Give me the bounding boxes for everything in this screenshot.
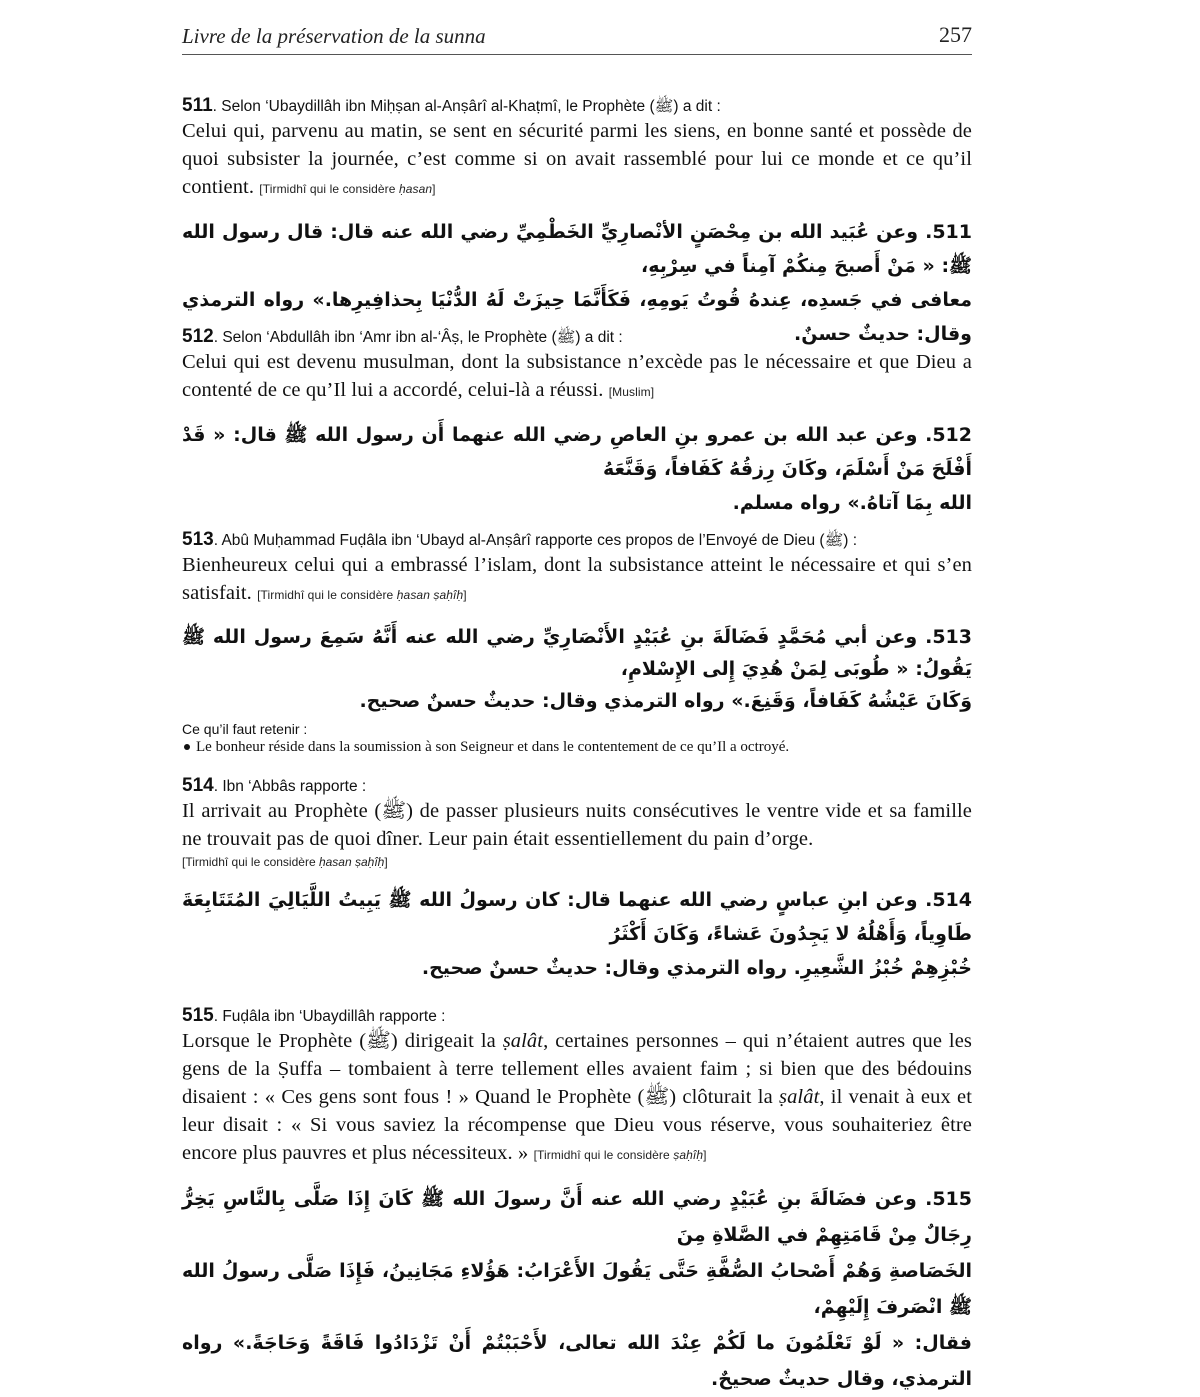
arabic-text	[182, 621, 972, 717]
source-reference	[609, 385, 654, 399]
arabic-line: الله بِمَا آتاهُ.» رواه مسلم.	[732, 492, 972, 514]
retain-item-text: Le bonheur réside dans la soumission à son Seigneur et dans le contentement de ce qu’Il a octroyé.	[196, 739, 790, 755]
source-grade: ḥasan ṣaḥîḥ	[396, 588, 464, 602]
page-number: 257	[939, 22, 972, 47]
hadith-intro	[182, 530, 972, 551]
narrator-line: . Selon ‘Ubaydillâh ibn Miḥṣan al-Anṣârî al-Khaṭmî, le Prophète (ﷺ) a dit :	[212, 98, 721, 115]
arabic-line: 511. وعن عُبَيد الله بن مِحْصَنٍ الأنْصارِيِّ الخَطْمِيِّ رضي الله عنه قال: قال رسول الله ﷺ: « مَنْ أَصبحَ مِنكُمْ آمِناً في سِرْبِهِ،	[182, 221, 972, 277]
arabic-line: وَكَانَ عَيْشُهُ كَفَافاً، وَقَنِعَ.» رواه الترمذي وقال: حديثٌ حسنٌ صحيح.	[359, 690, 972, 712]
translation-text: Celui qui est devenu musulman, dont la subsistance n’excède pas le nécessaire et que Dieu a contenté de ce qu’Il lui a accordé, celui-là a réussi.	[182, 351, 972, 401]
arabic-line: خُبْزِهِمْ خُبْزُ الشَّعِيرِ. رواه الترمذي وقال: حديثٌ حسنٌ صحيح.	[421, 957, 972, 979]
source-text: [Tirmidhî qui le considère	[533, 1148, 674, 1162]
source-text: [Muslim	[608, 385, 651, 399]
source-close: ]	[703, 1148, 707, 1162]
source-reference	[259, 182, 435, 196]
running-header	[182, 22, 972, 55]
narrator-line: . Abû Muḥammad Fuḍâla ibn ‘Ubayd al-Anṣârî rapporte ces propos de l’Envoyé de Dieu (ﷺ) :	[213, 532, 858, 549]
italic-term: ṣalât	[779, 1086, 820, 1108]
translation-text: Lorsque le Prophète (ﷺ) dirigeait la	[182, 1030, 503, 1052]
arabic-line: 512. وعن عبد الله بن عمرو بنِ العاصِ رضي الله عنهما أَن رسول الله ﷺ قال: « قَدْ أَفْلَحَ مَنْ أَسْلَمَ، وكَانَ رِزقُهُ كَفَافاً، وَقَنَّعَهُ	[182, 424, 972, 480]
french-translation	[182, 117, 972, 203]
arabic-line: 515. وعن فضَالَةَ بنِ عُبَيْدٍ رضي الله عنه أَنَّ رسولَ الله ﷺ كَانَ إِذَا صَلَّى بِالنَّاسِ يَخِرُّ رِجَالٌ مِنْ قَامَتِهِمْ في الصَّلاةِ مِنَ	[182, 1188, 972, 1246]
hadith-intro	[182, 96, 972, 117]
french-translation	[182, 348, 972, 406]
retain-heading: Ce qu’il faut retenir :	[182, 721, 308, 737]
french-translation	[182, 551, 972, 609]
narrator-line: . Ibn ‘Abbâs rapporte :	[213, 778, 367, 795]
source-close: ]	[650, 385, 655, 399]
hadith-intro	[182, 1006, 972, 1027]
source-grade: ḥasan	[398, 182, 433, 196]
hadith-number: 511	[182, 95, 213, 116]
hadith-number: 514	[182, 775, 214, 796]
hadith-512	[182, 327, 972, 520]
french-translation	[182, 797, 972, 853]
source-text: [Tirmidhî qui le considère	[259, 182, 399, 196]
source-text: [Tirmidhî qui le considère	[182, 855, 319, 869]
source-grade: ḥasan ṣaḥîḥ	[318, 855, 385, 869]
translation-text: Bienheureux celui qui a embrassé l’islam, dont la subsistance atteint le nécessaire et qui s’en satisfait.	[182, 554, 972, 604]
narrator-line: . Fuḍâla ibn ‘Ubaydillâh rapporte :	[213, 1008, 446, 1025]
source-grade: ṣaḥîḥ	[673, 1148, 704, 1162]
arabic-text	[182, 1181, 972, 1397]
hadith-number: 515	[182, 1005, 214, 1026]
italic-term: ṣalât	[502, 1030, 544, 1052]
arabic-text	[182, 418, 972, 520]
hadith-number: 513	[182, 529, 214, 550]
arabic-text	[182, 883, 972, 985]
bullet-icon	[184, 744, 190, 750]
hadith-number: 512	[182, 326, 214, 347]
retain-list-item	[182, 739, 972, 756]
arabic-line: 514. وعن ابنِ عباسٍ رضي الله عنهما قال: كان رسولُ الله ﷺ يَبِيتُ اللَّيَالِيَ المُتَتَابِعَةَ طَاوِياً، وَأَهْلُهُ لا يَجِدُونَ عَشاءً، وَكَانَ أَكْثَرُ	[182, 889, 972, 945]
translation-text: Celui qui, parvenu au matin, se sent en sécurité parmi les siens, en bonne santé et possède de quoi subsister la journée, c’est comme si on avait rassemblé pour lui ce monde et ce qu’il contient.	[182, 120, 972, 198]
hadith-513	[182, 530, 972, 756]
hadith-intro	[182, 327, 972, 348]
source-reference	[182, 855, 972, 869]
source-reference	[534, 1148, 707, 1162]
source-close: ]	[432, 182, 436, 196]
source-close: ]	[463, 588, 467, 602]
arabic-line: فقال: « لَوْ تَعْلَمُونَ ما لَكُمْ عِنْدَ الله تعالى، لأَحْبَبْتُمْ أَنْ تَزْدَادُوا فَاقَةً وَحَاجَةً.» رواه الترمذي، وقال حديثٌ صحيحٌ.	[182, 1332, 972, 1390]
hadith-515	[182, 1006, 972, 1397]
french-translation	[182, 1027, 972, 1169]
chapter-title: Livre de la préservation de la sunna	[182, 24, 486, 48]
arabic-line: الخَصَاصةِ وَهُمْ أَصْحابُ الصُّفَّةِ حَتَّى يَقُولَ الأَعْرَابُ: هَؤُلاءِ مَجَانِينُ، فَإِذَا صَلَّى رسولُ الله ﷺ انْصَرفَ إِلَيْهِمْ،	[182, 1260, 972, 1318]
source-text: [Tirmidhî qui le considère	[257, 588, 397, 602]
translation-text: , il venait à eux et leur disait : « Si vous saviez la récompense que Dieu vous réserve, vous souhaiteriez être encore plus pauvres et plus nécessiteux. »	[182, 1086, 972, 1164]
translation-text: , certaines personnes – qui n’étaient autres que les gens de la Ṣuffa – tombaient à terre tellement elles avaient faim ; si bien que des bédouins disaient : « Ces gens sont fous ! » Quand le Prophète (ﷺ) clôturait la	[182, 1030, 972, 1108]
source-reference	[257, 588, 467, 602]
translation-text: Il arrivait au Prophète (ﷺ) de passer plusieurs nuits consécutives le ventre vide et sa famille ne trouvait pas de quoi dîner. Leur pain était essentiellement du pain d’orge.	[182, 800, 972, 850]
narrator-line: . Selon ‘Abdullâh ibn ‘Amr ibn al-‘Âṣ, le Prophète (ﷺ) a dit :	[213, 329, 623, 346]
source-close: ]	[384, 855, 388, 869]
hadith-511	[182, 96, 972, 351]
arabic-line: معافى في جَسدِه، عِندهُ قُوتُ يَومِهِ، فَكَأَنَّمَا حِيزَتْ لَهُ الدُّنْيَا بِحذافِيرِها.» رواه الترمذي وقال: حديثٌ حسنٌ.	[182, 289, 972, 345]
arabic-line: 513. وعن أبي مُحَمَّدٍ فَضَالَةَ بنِ عُبَيْدٍ الأَنْصَارِيِّ رضي الله عنه أَنَّهُ سَمِعَ رسول الله ﷺ يَقُولُ: « طُوبَى لِمَنْ هُدِيَ إِلى الإِسْلامِ،	[182, 626, 972, 680]
hadith-514	[182, 776, 972, 985]
hadith-intro	[182, 776, 972, 797]
